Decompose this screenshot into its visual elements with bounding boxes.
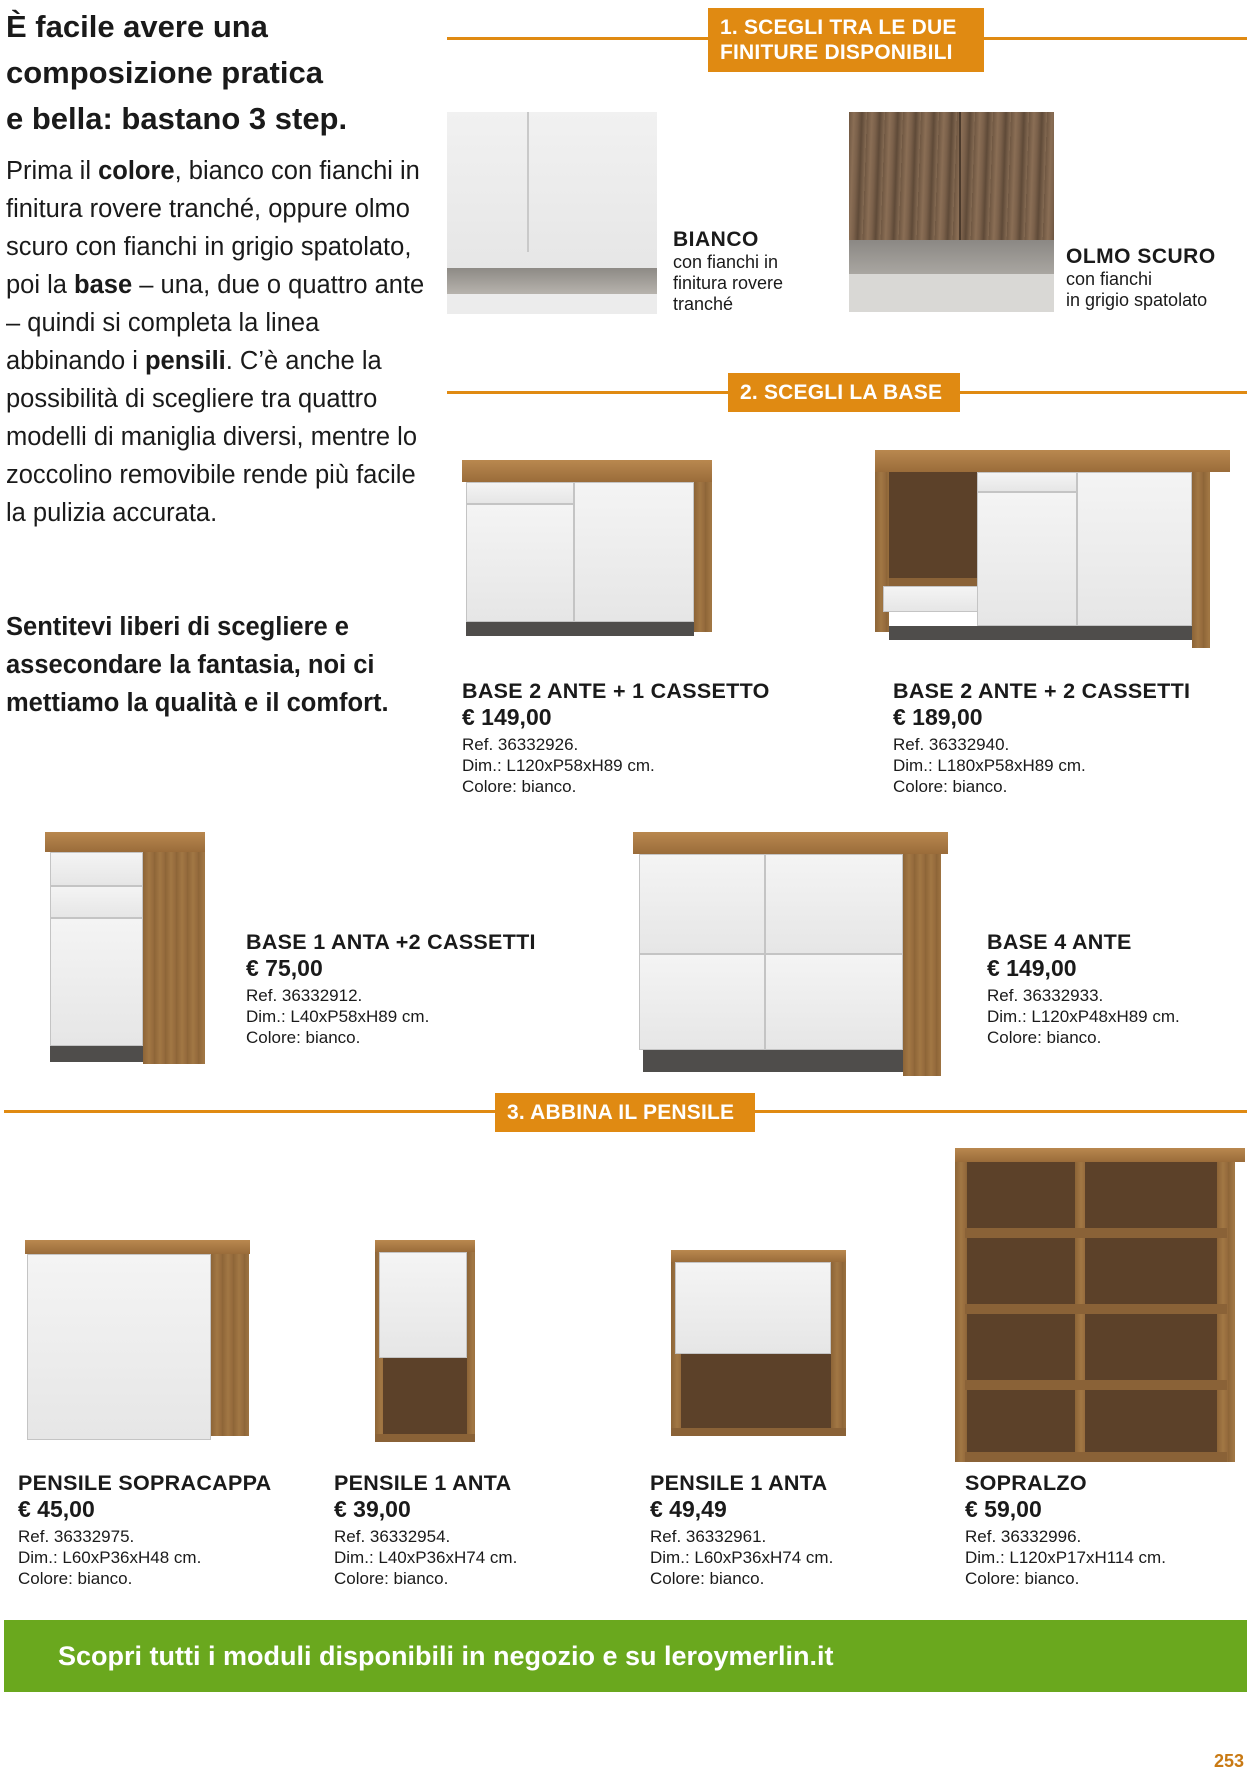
product-card-base-4-ante bbox=[987, 929, 1247, 1048]
product-ref: Ref. 36332933. bbox=[987, 986, 1104, 1005]
product-card-base-1-anta-2-cassetti bbox=[246, 929, 576, 1048]
finish-olmo-swatch bbox=[849, 112, 1054, 312]
product-color: Colore: bianco. bbox=[893, 777, 1008, 796]
pensile-1-anta-l40-image bbox=[375, 1240, 475, 1440]
product-card-sopralzo bbox=[965, 1470, 1245, 1589]
base-4-ante-image bbox=[633, 832, 948, 1077]
product-dim: Dim.: L40xP36xH74 cm. bbox=[334, 1548, 518, 1567]
finish-name: OLMO SCURO bbox=[1066, 245, 1216, 268]
product-price: € 39,00 bbox=[334, 1496, 411, 1522]
product-price: € 49,49 bbox=[650, 1496, 727, 1522]
product-ref: Ref. 36332940. bbox=[893, 735, 1010, 754]
pensile-sopracappa-image bbox=[25, 1240, 250, 1440]
product-price: € 189,00 bbox=[893, 704, 983, 730]
product-dim: Dim.: L120xP58xH89 cm. bbox=[462, 756, 655, 775]
product-name: BASE 1 ANTA +2 CASSETTI bbox=[246, 930, 536, 954]
product-ref: Ref. 36332954. bbox=[334, 1527, 451, 1546]
intro-title-line: È facile avere una bbox=[6, 9, 268, 44]
sopralzo-image bbox=[955, 1148, 1245, 1466]
product-color: Colore: bianco. bbox=[965, 1569, 1080, 1588]
product-name: PENSILE 1 ANTA bbox=[650, 1471, 828, 1495]
product-color: Colore: bianco. bbox=[18, 1569, 133, 1588]
product-card-pensile-1-anta-l40 bbox=[334, 1470, 634, 1589]
product-color: Colore: bianco. bbox=[462, 777, 577, 796]
product-card-pensile-1-anta-l60 bbox=[650, 1470, 950, 1589]
promo-banner-text: Scopri tutti i moduli disponibili in negozio e su leroymerlin.it bbox=[58, 1641, 834, 1671]
product-dim: Dim.: L120xP17xH114 cm. bbox=[965, 1548, 1166, 1567]
product-dim: Dim.: L40xP58xH89 cm. bbox=[246, 1007, 430, 1026]
finish-name: BIANCO bbox=[673, 228, 759, 251]
product-color: Colore: bianco. bbox=[650, 1569, 765, 1588]
page-number: 253 bbox=[1213, 1751, 1244, 1771]
promo-banner bbox=[4, 1620, 1247, 1692]
pensile-1-anta-l60-image bbox=[671, 1250, 846, 1436]
product-price: € 149,00 bbox=[462, 704, 552, 730]
product-price: € 59,00 bbox=[965, 1496, 1042, 1522]
product-price: € 75,00 bbox=[246, 955, 323, 981]
product-color: Colore: bianco. bbox=[334, 1569, 449, 1588]
product-card-pensile-sopracappa bbox=[18, 1470, 318, 1589]
product-dim: Dim.: L120xP48xH89 cm. bbox=[987, 1007, 1180, 1026]
product-ref: Ref. 36332975. bbox=[18, 1527, 135, 1546]
base-2-ante-1-cassetto-image bbox=[462, 460, 712, 640]
product-card-base-2-ante-2-cassetti bbox=[893, 678, 1250, 797]
step1-label: 1. SCEGLI TRA LE DUE FINITURE DISPONIBILI bbox=[708, 8, 984, 72]
finish-bianco-label: BIANCO con fianchi in finitura rovere tranché bbox=[673, 228, 843, 315]
product-ref: Ref. 36332961. bbox=[650, 1527, 767, 1546]
intro-bold-statement: Sentitevi liberi di scegliere e assecondare la fantasia, noi ci mettiamo la qualità e il comfort. bbox=[6, 613, 389, 717]
finish-bianco-swatch bbox=[447, 112, 657, 314]
step3-label: 3. ABBINA IL PENSILE bbox=[495, 1093, 755, 1132]
product-dim: Dim.: L60xP36xH74 cm. bbox=[650, 1548, 834, 1567]
product-name: BASE 2 ANTE + 1 CASSETTO bbox=[462, 679, 770, 703]
product-dim: Dim.: L180xP58xH89 cm. bbox=[893, 756, 1086, 775]
product-name: SOPRALZO bbox=[965, 1471, 1087, 1495]
product-name: BASE 4 ANTE bbox=[987, 930, 1132, 954]
product-dim: Dim.: L60xP36xH48 cm. bbox=[18, 1548, 202, 1567]
product-name: PENSILE SOPRACAPPA bbox=[18, 1471, 272, 1495]
product-name: BASE 2 ANTE + 2 CASSETTI bbox=[893, 679, 1191, 703]
product-card-base-2-ante-1-cassetto bbox=[462, 678, 822, 797]
intro-title bbox=[6, 4, 426, 142]
product-name: PENSILE 1 ANTA bbox=[334, 1471, 512, 1495]
base-1-anta-2-cassetti-image bbox=[45, 832, 205, 1064]
finish-olmo-label: OLMO SCURO con fianchi in grigio spatolato bbox=[1066, 245, 1250, 311]
intro-title-line: composizione pratica bbox=[6, 55, 323, 90]
product-price: € 45,00 bbox=[18, 1496, 95, 1522]
product-ref: Ref. 36332926. bbox=[462, 735, 579, 754]
product-price: € 149,00 bbox=[987, 955, 1077, 981]
product-color: Colore: bianco. bbox=[246, 1028, 361, 1047]
product-ref: Ref. 36332912. bbox=[246, 986, 363, 1005]
intro-title-line: e bella: bastano 3 step. bbox=[6, 101, 348, 136]
product-ref: Ref. 36332996. bbox=[965, 1527, 1082, 1546]
product-color: Colore: bianco. bbox=[987, 1028, 1102, 1047]
intro-body: Prima il colore, bianco con fianchi in finitura rovere tranché, oppure olmo scuro con fianchi in grigio spatolato, poi la base – una, due o quattro ante – quindi si completa la linea abbinando i pensili. C’è anche la possibilità di scegliere tra quattro modelli di maniglia diversi, mentre lo zoccolino removibile rende più facile la pulizia accurata. bbox=[6, 157, 425, 527]
step2-label: 2. SCEGLI LA BASE bbox=[728, 373, 960, 412]
base-2-ante-2-cassetti-image bbox=[875, 450, 1230, 660]
